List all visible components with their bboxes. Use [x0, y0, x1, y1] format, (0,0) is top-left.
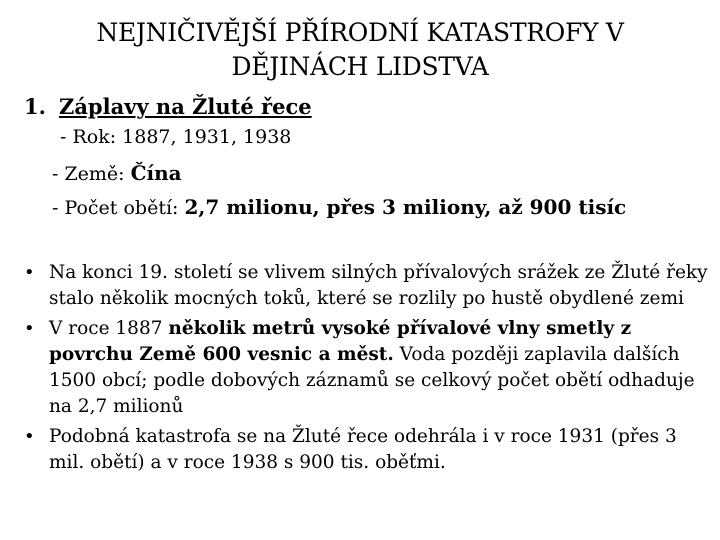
bullet-item-1 [20, 260, 710, 312]
bullet-list [20, 260, 710, 480]
title-line-1: NEJNIČIVĚJŠÍ PŘÍRODNÍ KATASTROFY V [96, 18, 624, 47]
bullet-2-text-bold: několik metrů vysoké přívalové vlny smetly z povrchu Země 600 vesnic a měst. [49, 318, 632, 365]
bullet-2-text-start: V roce 1887 [49, 318, 169, 339]
item-heading-text: Záplavy na Žluté řece [59, 94, 312, 119]
title-line-2: DĚJINÁCH LIDSTVA [231, 52, 489, 81]
bullet-marker: • [24, 426, 35, 447]
detail-country-label: - Země: [52, 163, 131, 185]
bullet-3-text: Podobná katastrofa se na Žluté řece odehrála i v roce 1931 (přes 3 mil. obětí) a v roce 1938 s 900 tis. oběťmi. [49, 426, 677, 473]
detail-victims-value: 2,7 milionu, přes 3 miliony, až 900 tisíc [184, 195, 627, 219]
item-number: 1. [24, 94, 46, 119]
detail-victims-label: - Počet obětí: [52, 197, 185, 219]
bullet-1-text: Na konci 19. století se vlivem silných přívalových srážek ze Žluté řeky stalo několik mocných toků, které se rozlily po hustě obydlené zemi [49, 262, 708, 309]
item-heading [24, 93, 312, 121]
slide-title [60, 16, 660, 84]
bullet-marker: • [24, 262, 35, 283]
bullet-2-text-end: Voda později zaplavila dalších 1500 obcí; podle dobových záznamů se celkový počet obětí odhaduje na 2,7 milionů [49, 344, 695, 417]
bullet-marker: • [24, 318, 35, 339]
detail-country [52, 160, 182, 187]
detail-year-value: 1887, 1931, 1938 [122, 126, 292, 148]
detail-year [60, 124, 291, 150]
bullet-item-3 [20, 424, 710, 476]
bullet-item-2 [20, 316, 710, 420]
detail-country-value: Čína [130, 161, 182, 185]
detail-victims [52, 194, 626, 221]
detail-year-label: - Rok: [60, 126, 123, 148]
